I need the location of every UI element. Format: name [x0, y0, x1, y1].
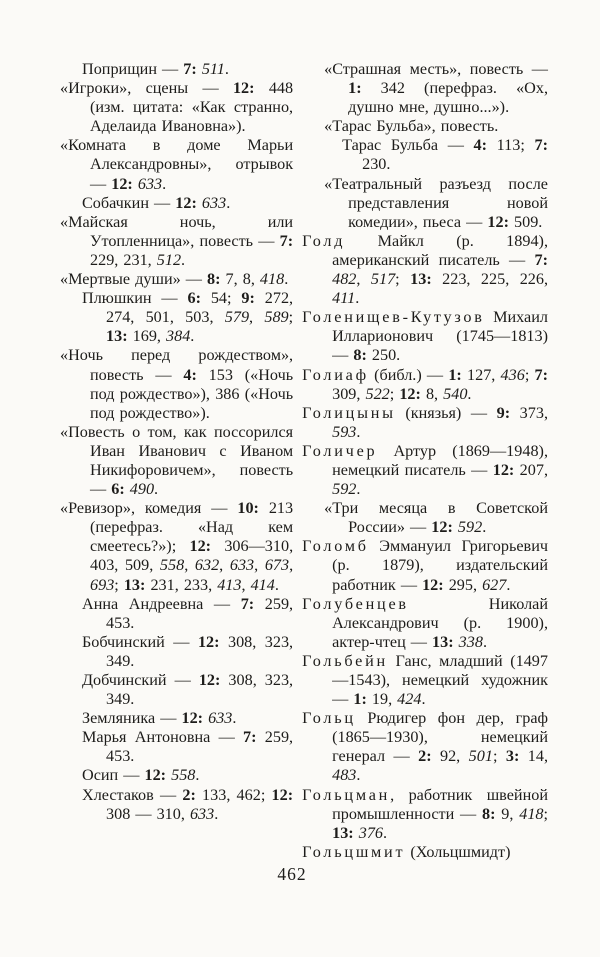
entry-text: «Страшная месть», повесть —	[324, 60, 548, 78]
page-ref-italic: 512	[156, 250, 182, 269]
entry-text: , работник швейной промышленности —	[332, 785, 548, 823]
index-entry	[302, 175, 548, 232]
entry-text: «Комната в доме Марьи Александровны», отрывок —	[60, 136, 294, 193]
entry-text: «Театральный разъезд после представления новой комедии», пьеса —	[324, 174, 548, 231]
page-ref-italic: 501	[468, 747, 493, 766]
entry-text: ;	[389, 384, 400, 403]
volume-number: 12:	[198, 671, 221, 689]
page-ref-italic: 633	[229, 556, 255, 575]
page-ref-italic: 411	[332, 289, 356, 308]
entry-text: 308 — 310,	[106, 804, 190, 823]
page-ref-italic: 633	[137, 174, 163, 193]
entry-text: 373,	[510, 403, 548, 422]
entry-text: 309,	[332, 384, 366, 403]
index-entry	[302, 117, 548, 136]
entry-text: 230.	[362, 155, 391, 174]
page-ref-italic: 482	[332, 270, 357, 289]
volume-number: 8:	[482, 804, 496, 823]
page-ref-italic: 558	[159, 556, 185, 575]
entry-text: Хлестаков —	[82, 785, 183, 804]
entry-text: Николай Александрович (р. 1900), актер-чтец —	[332, 594, 548, 651]
entry-text: .	[195, 766, 200, 785]
entry-text: Собачкин —	[82, 193, 176, 212]
volume-number: 7:	[534, 365, 548, 384]
entry-text: 250.	[366, 346, 401, 365]
entry-text: .	[162, 174, 167, 193]
volume-number: 9:	[496, 403, 511, 422]
headword-spaced: Гольцман	[302, 785, 391, 804]
volume-number: 8:	[207, 270, 221, 289]
entry-text: .	[214, 804, 219, 823]
entry-text: Добчинский —	[82, 671, 199, 689]
volume-number: 6:	[111, 480, 125, 499]
page-ref-italic: 558	[171, 766, 196, 785]
entry-text: Михаил Илларионович (1745—1813) —	[332, 308, 548, 365]
page-ref-italic: 418	[519, 804, 544, 823]
index-columns	[60, 60, 548, 862]
headword-spaced: Голубенцев	[302, 594, 409, 613]
entry-text: Эммануил Григорьевич (р. 1879), издательский работник —	[332, 537, 548, 594]
entry-text: (библ.) —	[368, 365, 449, 384]
entry-text: «Ночь перед рождеством», повесть —	[60, 346, 294, 384]
headword-spaced: Голд	[302, 231, 346, 250]
volume-number: 3:	[505, 747, 520, 766]
page-ref-italic: 633	[208, 709, 233, 728]
volume-number: 1:	[353, 690, 367, 709]
entry-text: .	[356, 480, 361, 499]
index-entry	[60, 213, 293, 270]
page-ref-italic: 540	[443, 384, 468, 403]
entry-text: .	[190, 327, 195, 346]
entry-text: (князья) —	[395, 403, 497, 422]
headword-spaced: Голомб	[302, 537, 369, 556]
volume-number: 1:	[448, 365, 462, 384]
entry-text: 295,	[443, 575, 483, 594]
entry-text: ;	[288, 308, 294, 327]
index-entry	[60, 671, 293, 709]
entry-text: 92,	[431, 747, 469, 766]
volume-number: 12:	[181, 709, 204, 728]
entry-text: ,	[356, 270, 371, 289]
entry-text: Анна Андреевна —	[82, 594, 241, 613]
volume-number: 13:	[410, 270, 432, 289]
entry-text: .	[482, 518, 487, 537]
entry-text: .	[224, 60, 229, 78]
entry-text: «Три месяца в Советской России» —	[324, 499, 548, 537]
index-entry	[60, 786, 293, 824]
index-entry	[60, 709, 293, 728]
index-entry	[302, 232, 548, 308]
volume-number: 12:	[197, 632, 220, 651]
index-entry	[302, 537, 548, 594]
entry-text: 448 (изм. цитата: «Как странно, Аделаида Ивановна»).	[90, 79, 294, 136]
volume-number: 2:	[418, 747, 432, 766]
entry-text: 8,	[420, 384, 444, 403]
headword-spaced: Голиаф	[302, 365, 369, 384]
entry-text: 308, 323, 349.	[106, 671, 294, 709]
entry-text: Марья Антоновна —	[82, 728, 244, 747]
entry-text: Тарас Бульба —	[342, 136, 474, 155]
entry-text: ;	[492, 747, 506, 766]
index-entry	[60, 595, 293, 633]
entry-text: ,	[241, 575, 251, 594]
entry-text: 509.	[508, 212, 543, 231]
volume-number: 7:	[534, 250, 548, 269]
entry-text: .	[506, 575, 511, 594]
entry-text: .	[383, 823, 388, 842]
page-ref-italic: 418	[259, 270, 285, 289]
index-entry	[302, 404, 548, 442]
entry-text: 19,	[366, 690, 398, 709]
volume-number: 12:	[271, 785, 294, 804]
entry-text: «Тарас Бульба», повесть.	[324, 117, 499, 136]
page-ref-italic: 414	[250, 575, 275, 594]
index-entry	[60, 194, 293, 213]
page-ref-italic: 338	[458, 632, 483, 651]
index-entry	[302, 136, 548, 174]
page-ref-italic: 413	[217, 575, 242, 594]
page-ref-italic: 589	[264, 308, 289, 327]
entry-text: 113;	[487, 136, 535, 155]
entry-text: ,	[254, 556, 265, 575]
entry-text: «Игроки», сцены —	[60, 79, 233, 98]
page-ref-italic: 483	[332, 766, 357, 785]
entry-text: 259, 453.	[106, 594, 294, 632]
page-ref-italic: 633	[189, 804, 215, 823]
entry-text: 9,	[495, 804, 520, 823]
entry-text: Артур (1869—1948), немецкий писатель —	[332, 441, 548, 479]
entry-text: .	[356, 766, 361, 785]
entry-text: .	[355, 289, 360, 308]
index-entry	[60, 136, 293, 193]
volume-number: 12:	[487, 212, 509, 231]
entry-text: ,	[249, 308, 265, 327]
entry-text: (Хольцшмидт)	[405, 842, 511, 861]
entry-text: 169,	[127, 327, 166, 346]
entry-text: 342 (перефраз. «Ох, душно мне, душно...»).	[348, 79, 548, 117]
entry-text: 7, 8,	[220, 270, 260, 289]
headword-spaced: Гольбейн	[302, 651, 388, 670]
index-entry	[302, 595, 548, 652]
index-entry	[302, 786, 548, 843]
volume-number: 12:	[189, 537, 212, 556]
entry-text: 213 (перефраз. «Над кем смеетесь?»);	[90, 499, 294, 556]
index-entry	[60, 766, 293, 785]
page-ref-italic: 592	[332, 480, 357, 499]
index-entry	[60, 499, 293, 594]
index-entry	[302, 366, 548, 404]
entry-text: Поприщин —	[82, 60, 184, 78]
volume-number: 12:	[144, 766, 167, 785]
volume-number: 4:	[473, 136, 488, 155]
entry-text: Осип —	[82, 766, 145, 785]
page-ref-italic: 593	[332, 422, 357, 441]
volume-number: 12:	[431, 518, 453, 537]
entry-text: .	[154, 480, 159, 499]
volume-number: 12:	[175, 193, 197, 212]
entry-text: 272, 274, 501, 503,	[106, 289, 294, 327]
entry-text: Ганс, младший (1497—1543), немецкий художник —	[332, 651, 548, 709]
page-ref-italic: 632	[194, 556, 220, 575]
page-ref-italic: 436	[500, 365, 525, 384]
entry-text: 308, 323, 349.	[106, 632, 294, 670]
entry-text: 207,	[514, 460, 549, 479]
page-ref-italic: 522	[365, 384, 390, 403]
page-ref-italic: 490	[129, 480, 155, 499]
volume-number: 9:	[241, 289, 255, 308]
entry-text: «Мертвые души» —	[60, 270, 207, 289]
index-entry	[60, 79, 293, 136]
index-entry	[302, 652, 548, 709]
volume-number: 1:	[348, 79, 362, 98]
page-ref-italic: 592	[457, 518, 483, 537]
headword-spaced: Гольц	[302, 709, 356, 728]
page-ref-italic: 376	[358, 823, 384, 842]
volume-number: 6:	[187, 289, 201, 308]
volume-number: 13:	[332, 823, 354, 842]
entry-text: .	[467, 384, 472, 403]
page-ref-italic: 424	[397, 690, 422, 709]
page-ref-italic: 627	[482, 575, 507, 594]
volume-number: 13:	[106, 327, 128, 346]
entry-text: ;	[543, 804, 548, 823]
page-ref-italic: 511	[201, 60, 225, 78]
entry-text: «Повесть о том, как поссорился Иван Иванович с Иваном Никифоровичем», повесть —	[60, 422, 294, 499]
page-ref-italic: 633	[201, 193, 227, 212]
page-number: 462	[277, 864, 307, 884]
index-entry	[60, 289, 293, 346]
page-ref-italic: 673	[264, 556, 290, 575]
volume-number: 13:	[123, 575, 146, 594]
index-entry	[60, 346, 293, 422]
entry-text: Земляника —	[82, 709, 182, 728]
entry-text: ;	[114, 575, 124, 594]
entry-text: .	[181, 250, 186, 269]
entry-text: 223, 225, 226,	[431, 270, 549, 289]
index-entry	[302, 60, 548, 117]
index-entry	[302, 709, 548, 785]
entry-text: .	[232, 709, 237, 728]
entry-text: .	[421, 690, 426, 709]
index-column-right	[302, 60, 548, 862]
page-ref-italic: 579	[224, 308, 250, 327]
volume-number: 7:	[534, 136, 548, 155]
volume-number: 7:	[183, 60, 197, 78]
index-entry	[60, 423, 293, 499]
volume-number: 12:	[232, 79, 255, 98]
volume-number: 12:	[111, 174, 133, 193]
index-column-left	[60, 60, 293, 862]
entry-text: Рюдигер фон дер, граф (1865—1930), немецкий генерал —	[332, 709, 548, 766]
page-ref-italic: 517	[370, 270, 396, 289]
volume-number: 7:	[243, 728, 257, 747]
volume-number: 13:	[432, 632, 454, 651]
entry-text: .	[356, 422, 361, 441]
volume-number: 8:	[353, 346, 367, 365]
index-entry	[302, 843, 548, 862]
volume-number: 12:	[422, 575, 444, 594]
entry-text: 229, 231,	[90, 250, 157, 269]
entry-text: .	[274, 575, 279, 594]
page-ref-italic: 693	[90, 575, 115, 594]
index-entry	[60, 633, 293, 671]
headword-spaced: Голицыны	[302, 403, 396, 422]
headword-spaced: Голенищев-Кутузов	[302, 308, 485, 327]
entry-text: ;	[395, 270, 411, 289]
entry-text: ,	[219, 556, 230, 575]
index-entry	[60, 60, 293, 79]
volume-number: 12:	[399, 384, 421, 403]
entry-text: 153 («Ночь под рождество»), 386 («Ночь под рождество»).	[90, 365, 294, 422]
entry-text: Плюшкин —	[82, 289, 188, 308]
volume-number: 7:	[279, 231, 294, 250]
index-entry	[302, 308, 548, 365]
entry-text: .	[226, 193, 231, 212]
entry-text: Майкл (р. 1894), американский писатель —	[332, 231, 548, 269]
entry-text: 133, 462;	[195, 785, 272, 804]
volume-number: 10:	[237, 499, 259, 518]
entry-text: «Ревизор», комедия —	[60, 499, 238, 518]
index-entry	[60, 270, 293, 289]
entry-text: 54;	[200, 289, 242, 308]
entry-text: Бобчинский —	[82, 632, 198, 651]
entry-text: 14,	[519, 747, 548, 766]
index-entry	[60, 728, 293, 766]
entry-text: .	[482, 632, 487, 651]
headword-spaced: Голичер	[302, 441, 378, 460]
entry-text: 259, 453.	[106, 728, 294, 766]
entry-text: ,	[184, 556, 195, 575]
entry-text: ,	[289, 556, 294, 575]
index-entry	[302, 442, 548, 499]
volume-number: 12:	[492, 460, 515, 479]
entry-text: .	[284, 270, 289, 289]
volume-number: 2:	[182, 785, 196, 804]
index-entry	[302, 499, 548, 537]
headword-spaced: Гольцшмит	[302, 842, 406, 861]
entry-text: ;	[524, 365, 535, 384]
entry-text: 231, 233,	[145, 575, 218, 594]
entry-text: «Майская ночь, или Утопленница», повесть —	[60, 212, 294, 250]
entry-text: 127,	[461, 365, 501, 384]
page-ref-italic: 384	[166, 327, 191, 346]
entry-text: 306—310, 403, 509,	[90, 537, 294, 575]
volume-number: 4:	[183, 365, 197, 384]
volume-number: 7:	[240, 594, 255, 613]
